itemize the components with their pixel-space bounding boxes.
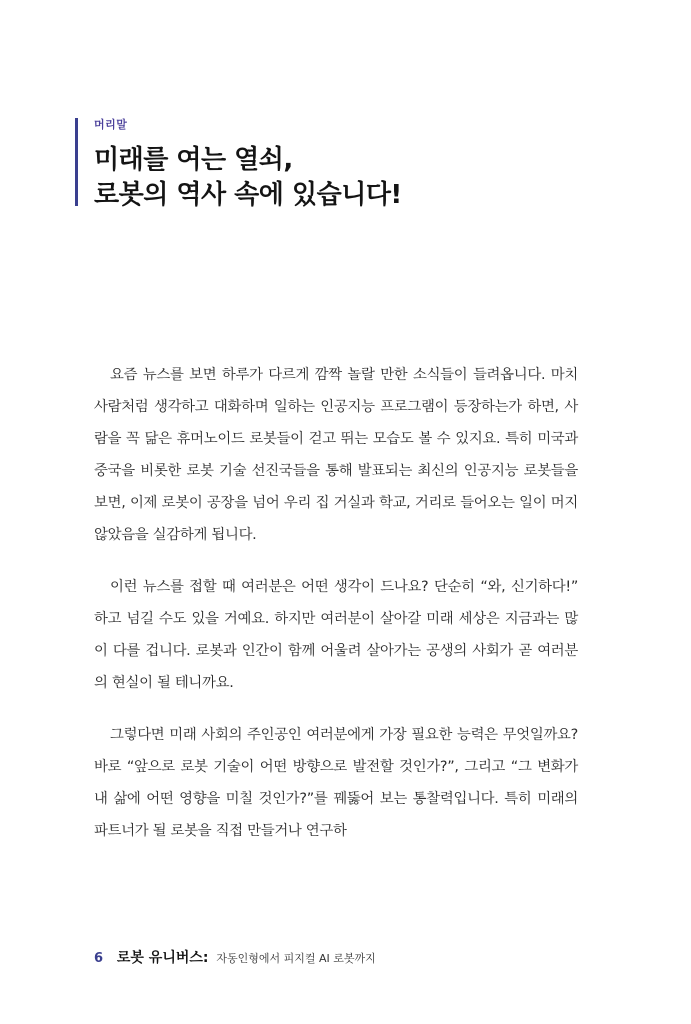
book-title: 로봇 유니버스: [116,950,209,966]
chapter-title [94,143,402,213]
page-footer [94,949,376,968]
book-subtitle: 자동인형에서 피지컬 AI 로봇까지 [216,952,376,965]
paragraph-2: 이런 뉴스를 접할 때 여러분은 어떤 생각이 드나요? 단순히 “와, 신기하다!” 하고 넘길 수도 있을 거예요. 하지만 여러분이 살아갈 미래 세상은 지금과는 많이 다를 겁니다. 로봇과 인간이 함께 어울려 살아가는 공생의 사회가 곧 여러분의 현실이 될 테니까요. [94,579,578,691]
page-number: 6 [94,951,104,966]
section-label: 머리말 [94,118,128,131]
chapter-title-line-1: 미래를 여는 열쇠, [94,145,293,175]
paragraph-1: 요즘 뉴스를 보면 하루가 다르게 깜짝 놀랄 만한 소식들이 들려옵니다. 마치 사람처럼 생각하고 대화하며 일하는 인공지능 프로그램이 등장하는가 하면, 사람을 꼭 닮은 휴머노이드 로봇들이 걷고 뛰는 모습도 볼 수 있지요. 특히 미국과 중국을 비롯한 로봇 기술 선진국들을 통해 발표되는 최신의 인공지능 로봇들을 보면, 이제 로봇이 공장을 넘어 우리 집 거실과 학교, 거리로 들어오는 일이 머지않았음을 실감하게 됩니다. [94,367,578,543]
chapter-header [75,118,615,210]
accent-bar [75,118,78,206]
body-text [94,359,578,867]
chapter-title-line-2: 로봇의 역사 속에 있습니다! [94,180,402,210]
paragraph-3: 그렇다면 미래 사회의 주인공인 여러분에게 가장 필요한 능력은 무엇일까요? 바로 “앞으로 로봇 기술이 어떤 방향으로 발전할 것인가?”, 그리고 “그 변화가 내 삶에 어떤 영향을 미칠 것인가?”를 꿰뚫어 보는 통찰력입니다. 특히 미래의 파트너가 될 로봇을 직접 만들거나 연구하 [94,727,578,839]
